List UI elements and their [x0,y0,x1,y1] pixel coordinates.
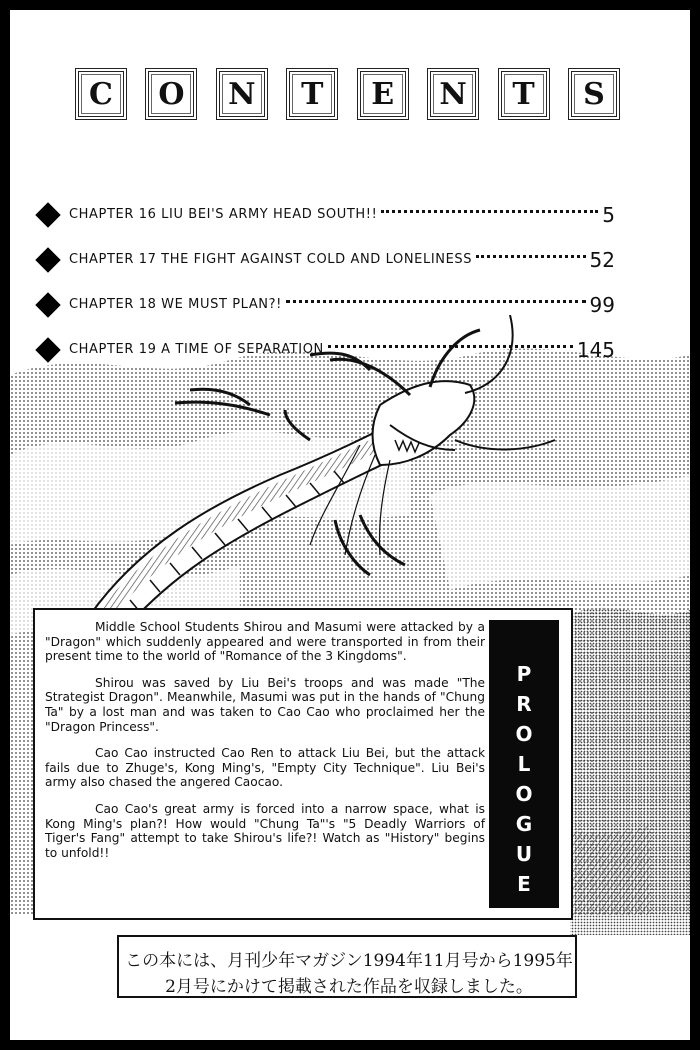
contents-letter-box: O [145,68,197,120]
synopsis-box [33,608,573,920]
diamond-bullet-icon [35,247,60,272]
toc-leader-dots [381,210,598,213]
synopsis-paragraph: Cao Cao instructed Cao Ren to attack Liu Bei, but the attack fails due to Zhuge's, Kong Ming's, "Empty City Technique". Liu Bei's army also chased the angered Caocao. [45,746,485,790]
prologue-letter: U [515,842,533,866]
contents-letter-box: E [357,68,409,120]
publication-note [117,935,577,998]
toc-page-number: 52 [589,247,615,272]
prologue-letter: G [515,812,533,836]
contents-letter-box: C [75,68,127,120]
publication-note-line: 2月号にかけて掲載された作品を収録しました。 [165,977,533,997]
toc-leader-dots [286,300,586,303]
toc-entry[interactable] [35,282,615,327]
publication-note-line: この本には、月刊少年マガジン1994年11月号から1995年 [125,951,573,971]
toc-entry[interactable] [35,327,615,372]
diamond-bullet-icon [35,292,60,317]
contents-letter-box: N [216,68,268,120]
toc-entry[interactable] [35,192,615,237]
toc-chapter-title: CHAPTER 18 WE MUST PLAN?! [69,297,282,312]
toc-leader-dots [476,255,585,258]
toc-leader-dots [328,345,573,348]
contents-heading [75,68,620,126]
contents-letter-box: S [568,68,620,120]
synopsis-paragraph: Shirou was saved by Liu Bei's troops and was made "The Strategist Dragon". Meanwhile, Masumi was put in the hands of "Chung Ta" by a lost man and was taken to Cao Cao who proclaimed her the "Dragon Princess". [45,675,485,734]
table-of-contents [35,192,615,372]
contents-letter-box: T [286,68,338,120]
toc-chapter-title: CHAPTER 16 LIU BEI'S ARMY HEAD SOUTH!! [69,207,378,222]
toc-chapter-title: CHAPTER 19 A TIME OF SEPARATION [69,342,324,357]
toc-entry[interactable] [35,237,615,282]
prologue-letter: L [517,752,531,776]
toc-chapter-title: CHAPTER 17 THE FIGHT AGAINST COLD AND LONELINESS [69,252,473,267]
toc-page-number: 99 [589,292,615,317]
prologue-letter: P [516,662,532,686]
synopsis-paragraph: Middle School Students Shirou and Masumi were attacked by a "Dragon" which suddenly appeared and were transported in from their present time to the world of "Romance of the 3 Kingdoms". [45,620,485,664]
toc-page-number: 145 [576,337,615,362]
prologue-letter: O [515,782,533,806]
prologue-letter: R [516,692,532,716]
contents-letter-box: N [427,68,479,120]
contents-letter-box: T [498,68,550,120]
synopsis-paragraph: Cao Cao's great army is forced into a narrow space, what is Kong Ming's plan?! How would "Chung Ta"'s "5 Deadly Warriors of Tiger's Fang" attempt to take Shirou's life?! Watch as "History" begins to unfold!! [45,801,485,860]
diamond-bullet-icon [35,202,60,227]
synopsis-text [45,620,485,872]
diamond-bullet-icon [35,337,60,362]
prologue-letter: O [515,722,533,746]
prologue-letter: E [517,872,531,896]
toc-page-number: 5 [602,202,615,227]
prologue-label [489,620,559,908]
